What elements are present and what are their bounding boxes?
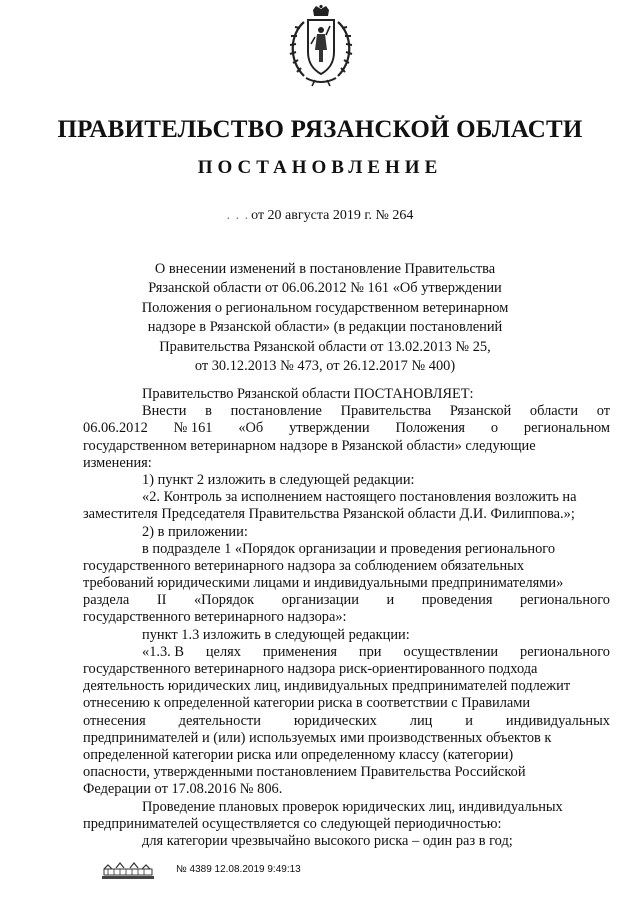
word: целях [205,643,241,660]
word: «Об [238,420,264,437]
body-line: отнесению к определенной категории риска в соответствии с Правилами [83,695,531,712]
government-title: ПРАВИТЕЛЬСТВО РЯЗАНСКОЙ ОБЛАСТИ [57,116,583,143]
document-type-heading: ПОСТАНОВЛЕНИЕ [197,157,443,178]
body-line: заместителя Председателя Правительства Рязанской области Д.И. Филиппова.»; [83,506,575,523]
body-line: государственного ветеринарного надзора»: [83,609,347,626]
word: юридических [293,712,377,729]
word: от [596,403,610,420]
body-line: Федерации от 17.08.2016 № 806. [83,781,283,798]
body-line: государственном ветеринарном надзоре в Рязанской области» следующие [83,437,536,454]
word: организации [281,592,359,609]
registration-number: № 4389 12.08.2019 9:49:13 [176,864,301,875]
body-line: пункт 1.3 изложить в следующей редакции: [142,626,410,643]
subject-line: от 30.12.2013 № 473, от 26.12.2017 № 400) [194,358,456,375]
body-line-justified [83,592,610,609]
subject-line: Правительства Рязанской области от 13.02.2013 № 25, [159,338,491,355]
word: «1.3. В [142,643,184,660]
word: при [358,643,382,660]
word: осуществлении [403,643,499,660]
body-line: предпринимателей и (или) используемых ими производственных объектов к [83,729,552,746]
word: постановление [230,403,322,420]
registration-footer [100,859,460,883]
body-line: для категории чрезвычайно высокого риска – один раз в год; [142,832,513,849]
body-line-justified [83,403,610,420]
body-line-justified [83,420,610,437]
body-line: изменения: [83,454,152,471]
body-line: 1) пункт 2 изложить в следующей редакции: [142,471,415,488]
word: Внести [142,403,187,420]
body-line: требований юридическими лицами и индивидуальными предпринимателями» [83,575,564,592]
word: области [529,403,579,420]
coat-of-arms-icon [282,4,360,88]
word: лиц [409,712,433,729]
word: применения [262,643,338,660]
word: № 161 [173,420,213,437]
word: и [465,712,473,729]
body-line: деятельность юридических лиц, индивидуальных предпринимателей подлежит [83,678,571,695]
word: в [205,403,212,420]
document-body [83,386,610,850]
body-line: «2. Контроль за исполнением настоящего постановления возложить на [142,489,577,506]
word: проведения [421,592,493,609]
word: о [490,420,499,437]
body-line: определенной категории риска или определенному классу (категории) [83,746,514,763]
body-line-justified [83,644,610,661]
subject-line: Рязанской области от 06.06.2012 № 161 «Об утверждении [148,280,502,297]
subject-line: О внесении изменений в постановление Правительства [154,261,496,277]
word: отнесения [83,712,146,729]
word: региональном [523,420,610,437]
word: утверждении [289,420,370,437]
body-line: Проведение плановых проверок юридических лиц, индивидуальных [142,798,563,815]
coat-of-arms-emblem [282,4,360,88]
subject-line: надзоре в Рязанской области» (в редакции постановлений [147,319,503,336]
body-line: в подразделе 1 «Порядок организации и проведения регионального [142,540,556,557]
word: Рязанской [449,403,512,420]
word: регионального [519,592,610,609]
body-line: государственного ветеринарного надзора риск-ориентированного подхода [83,661,538,677]
word: 06.06.2012 [83,420,148,437]
word: индивидуальных [505,712,610,729]
body-line: 2) в приложении: [142,523,248,540]
document-date-number [0,208,640,224]
body-line: предпринимателей осуществляется со следующей периодичностью: [83,815,502,832]
word: раздела [83,592,130,609]
word: и [386,592,395,609]
handwritten-dots: . . . [226,208,250,223]
word: регионального [520,643,610,660]
document-subject [130,260,520,376]
body-line: опасности, утвержденными постановлением Правительства Российской [83,764,526,781]
office-stamp-icon [100,859,156,881]
word: II [156,592,167,609]
word: Положения [395,420,466,437]
body-line-justified [83,713,610,730]
subject-line: Положения о региональном государственном ветеринарном [141,299,509,316]
word: Правительства [340,403,432,420]
word: «Порядок [193,592,255,609]
date-text: от 20 августа 2019 г. № 264 [251,208,414,223]
body-line: государственного ветеринарного надзора за соблюдением обязательных [83,557,525,574]
word: деятельности [178,712,262,729]
body-line: Правительство Рязанской области ПОСТАНОВЛЯЕТ: [142,386,474,402]
